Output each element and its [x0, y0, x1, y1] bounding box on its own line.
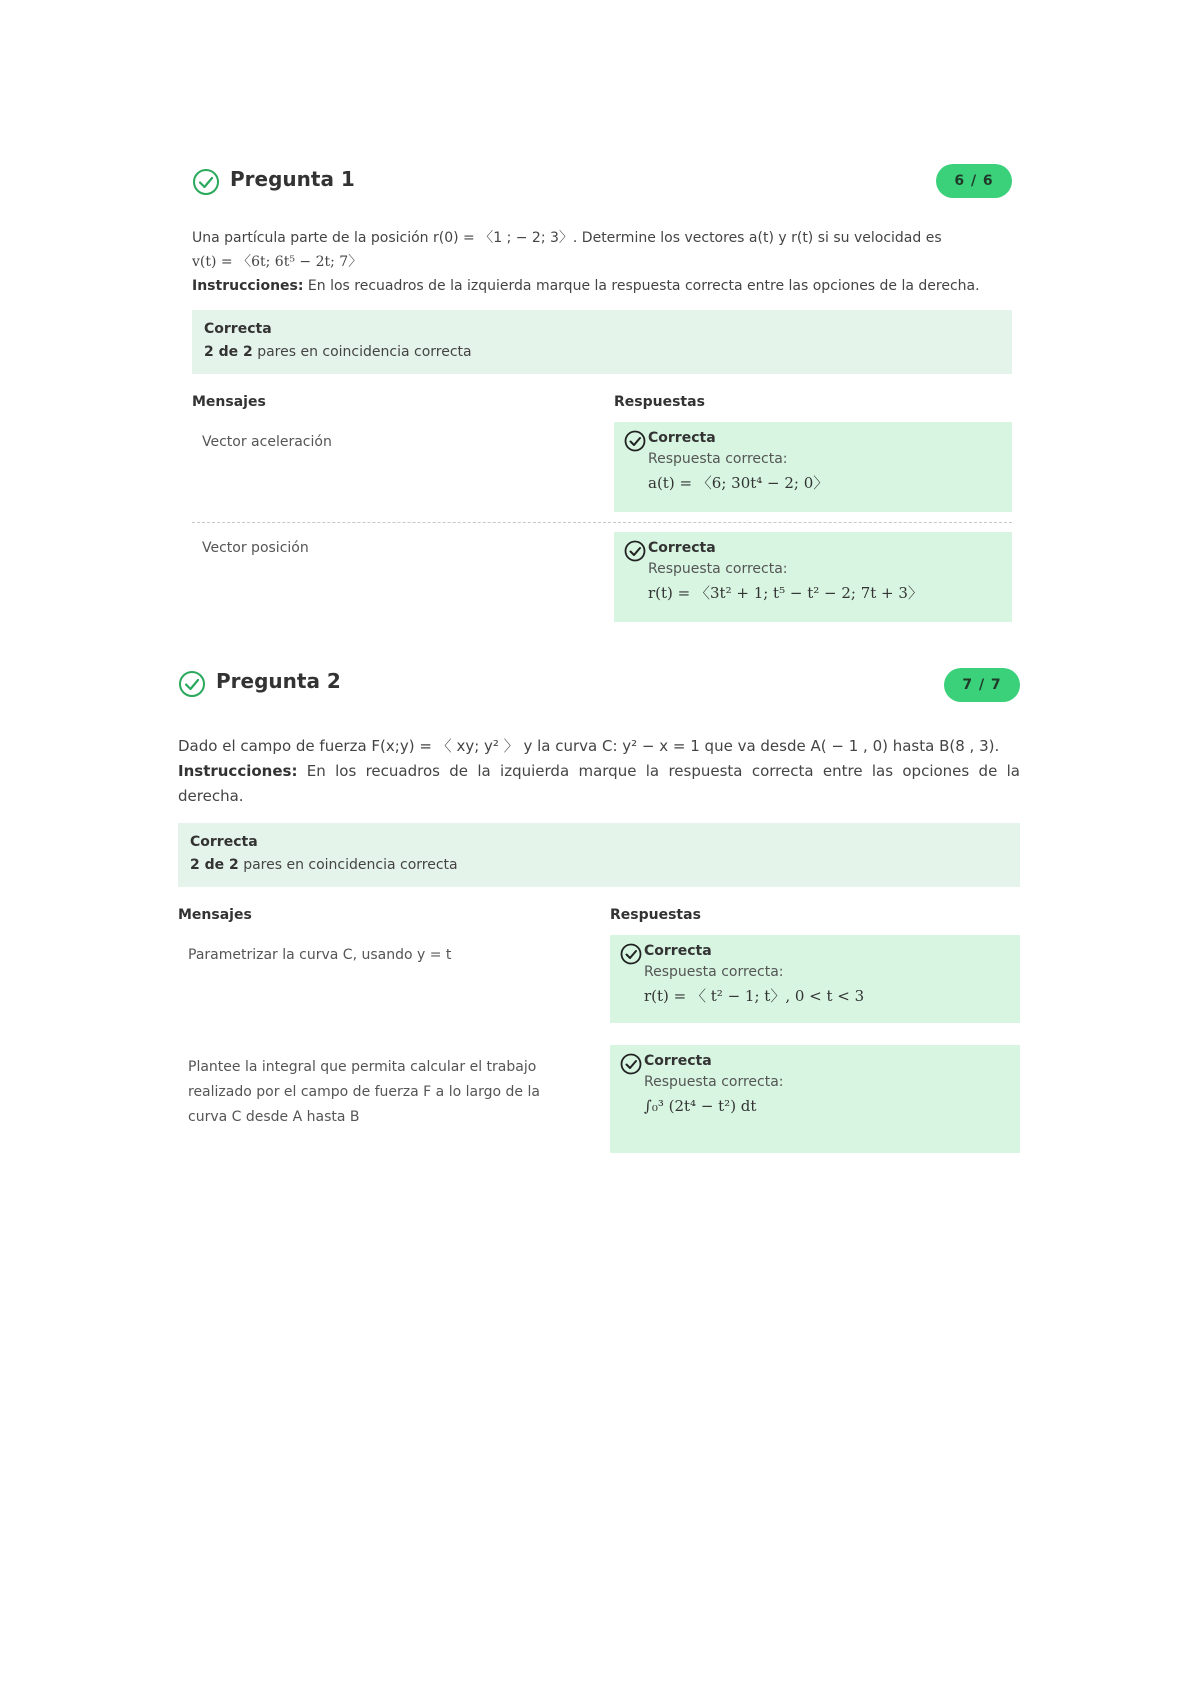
answer-label: Respuesta correcta: — [644, 1074, 784, 1090]
pair-message: Plantee la integral que permita calcular el trabajo realizado por el campo de fuerza F a lo largo de la curva C desde A hasta B — [188, 1059, 540, 1125]
question-title: Pregunta 2 — [216, 669, 341, 693]
instructions-label: Instrucciones: — [192, 278, 304, 294]
summary-count: 2 de 2 — [204, 344, 253, 360]
check-circle-icon — [178, 670, 206, 698]
question-statement — [192, 226, 1012, 298]
answer-box — [610, 935, 1020, 1023]
match-pair — [178, 933, 1020, 1045]
answer-value: r(t) = 〈 t² − 1; t〉, 0 < t < 3 — [644, 987, 865, 1005]
answer-label: Respuesta correcta: — [648, 561, 788, 577]
question-1 — [192, 160, 1012, 630]
answer-box — [614, 422, 1012, 512]
match-pair — [192, 420, 1012, 526]
answer-value: a(t) = 〈6; 30t⁴ − 2; 0〉 — [648, 474, 829, 492]
answer-label: Respuesta correcta: — [648, 451, 788, 467]
summary-count-line — [190, 854, 1008, 877]
answer-status: Correcta — [644, 943, 712, 959]
pair-message: Parametrizar la curva C, usando y = t — [188, 947, 452, 963]
instructions-text: En los recuadros de la izquierda marque la respuesta correcta entre las opciones de la derecha. — [178, 762, 1020, 805]
columns-header — [192, 390, 1012, 420]
row-divider — [192, 522, 1012, 523]
answer-label: Respuesta correcta: — [644, 964, 784, 980]
answer-box — [610, 1045, 1020, 1153]
answer-status: Correcta — [644, 1053, 712, 1069]
result-summary — [178, 823, 1020, 887]
question-statement — [178, 734, 1020, 809]
check-circle-icon — [620, 1053, 642, 1075]
score-badge: 7 / 7 — [944, 668, 1020, 702]
statement-formula: v(t) = 〈6t; 6t⁵ − 2t; 7〉 — [192, 254, 363, 270]
instructions-label: Instrucciones: — [178, 762, 298, 780]
question-2 — [178, 664, 1020, 1155]
messages-header: Mensajes — [192, 394, 266, 410]
answer-status: Correcta — [648, 430, 716, 446]
check-circle-icon — [192, 168, 220, 196]
check-circle-icon — [624, 540, 646, 562]
instructions — [192, 274, 1012, 298]
summary-text: pares en coincidencia correcta — [252, 344, 472, 360]
instructions-text: En los recuadros de la izquierda marque la respuesta correcta entre las opciones de la derecha. — [303, 278, 980, 294]
pair-message: Vector posición — [202, 540, 309, 556]
summary-text: pares en coincidencia correcta — [238, 857, 458, 873]
statement-line: Una partícula parte de la posición r(0) = 〈1 ; − 2; 3〉. Determine los vectores a(t) y r(t) si su velocidad es — [192, 230, 942, 246]
match-pair — [178, 1045, 1020, 1155]
instructions — [178, 762, 1020, 805]
columns-header — [178, 903, 1020, 933]
summary-status: Correcta — [204, 321, 272, 337]
result-summary — [192, 310, 1012, 374]
check-circle-icon — [624, 430, 646, 452]
summary-status: Correcta — [190, 834, 258, 850]
statement-line: Dado el campo de fuerza F(x;y) = 〈 xy; y² 〉 y la curva C: y² − x = 1 que va desde A( − 1 , 0) hasta B(8 , 3). — [178, 737, 1000, 755]
question-header — [178, 664, 1020, 708]
answer-status: Correcta — [648, 540, 716, 556]
pair-message: Vector aceleración — [202, 434, 332, 450]
answer-box — [614, 532, 1012, 622]
answers-header: Respuestas — [614, 394, 705, 410]
messages-header: Mensajes — [178, 907, 252, 923]
score-badge: 6 / 6 — [936, 164, 1012, 198]
summary-count: 2 de 2 — [190, 857, 239, 873]
answer-value: ∫₀³ (2t⁴ − t²) dt — [644, 1097, 757, 1115]
match-pair — [192, 526, 1012, 630]
answers-header: Respuestas — [610, 907, 701, 923]
answer-value: r(t) = 〈3t² + 1; t⁵ − t² − 2; 7t + 3〉 — [648, 584, 923, 602]
check-circle-icon — [620, 943, 642, 965]
question-title: Pregunta 1 — [230, 167, 355, 191]
summary-count-line — [204, 341, 1000, 364]
question-header — [192, 160, 1012, 204]
